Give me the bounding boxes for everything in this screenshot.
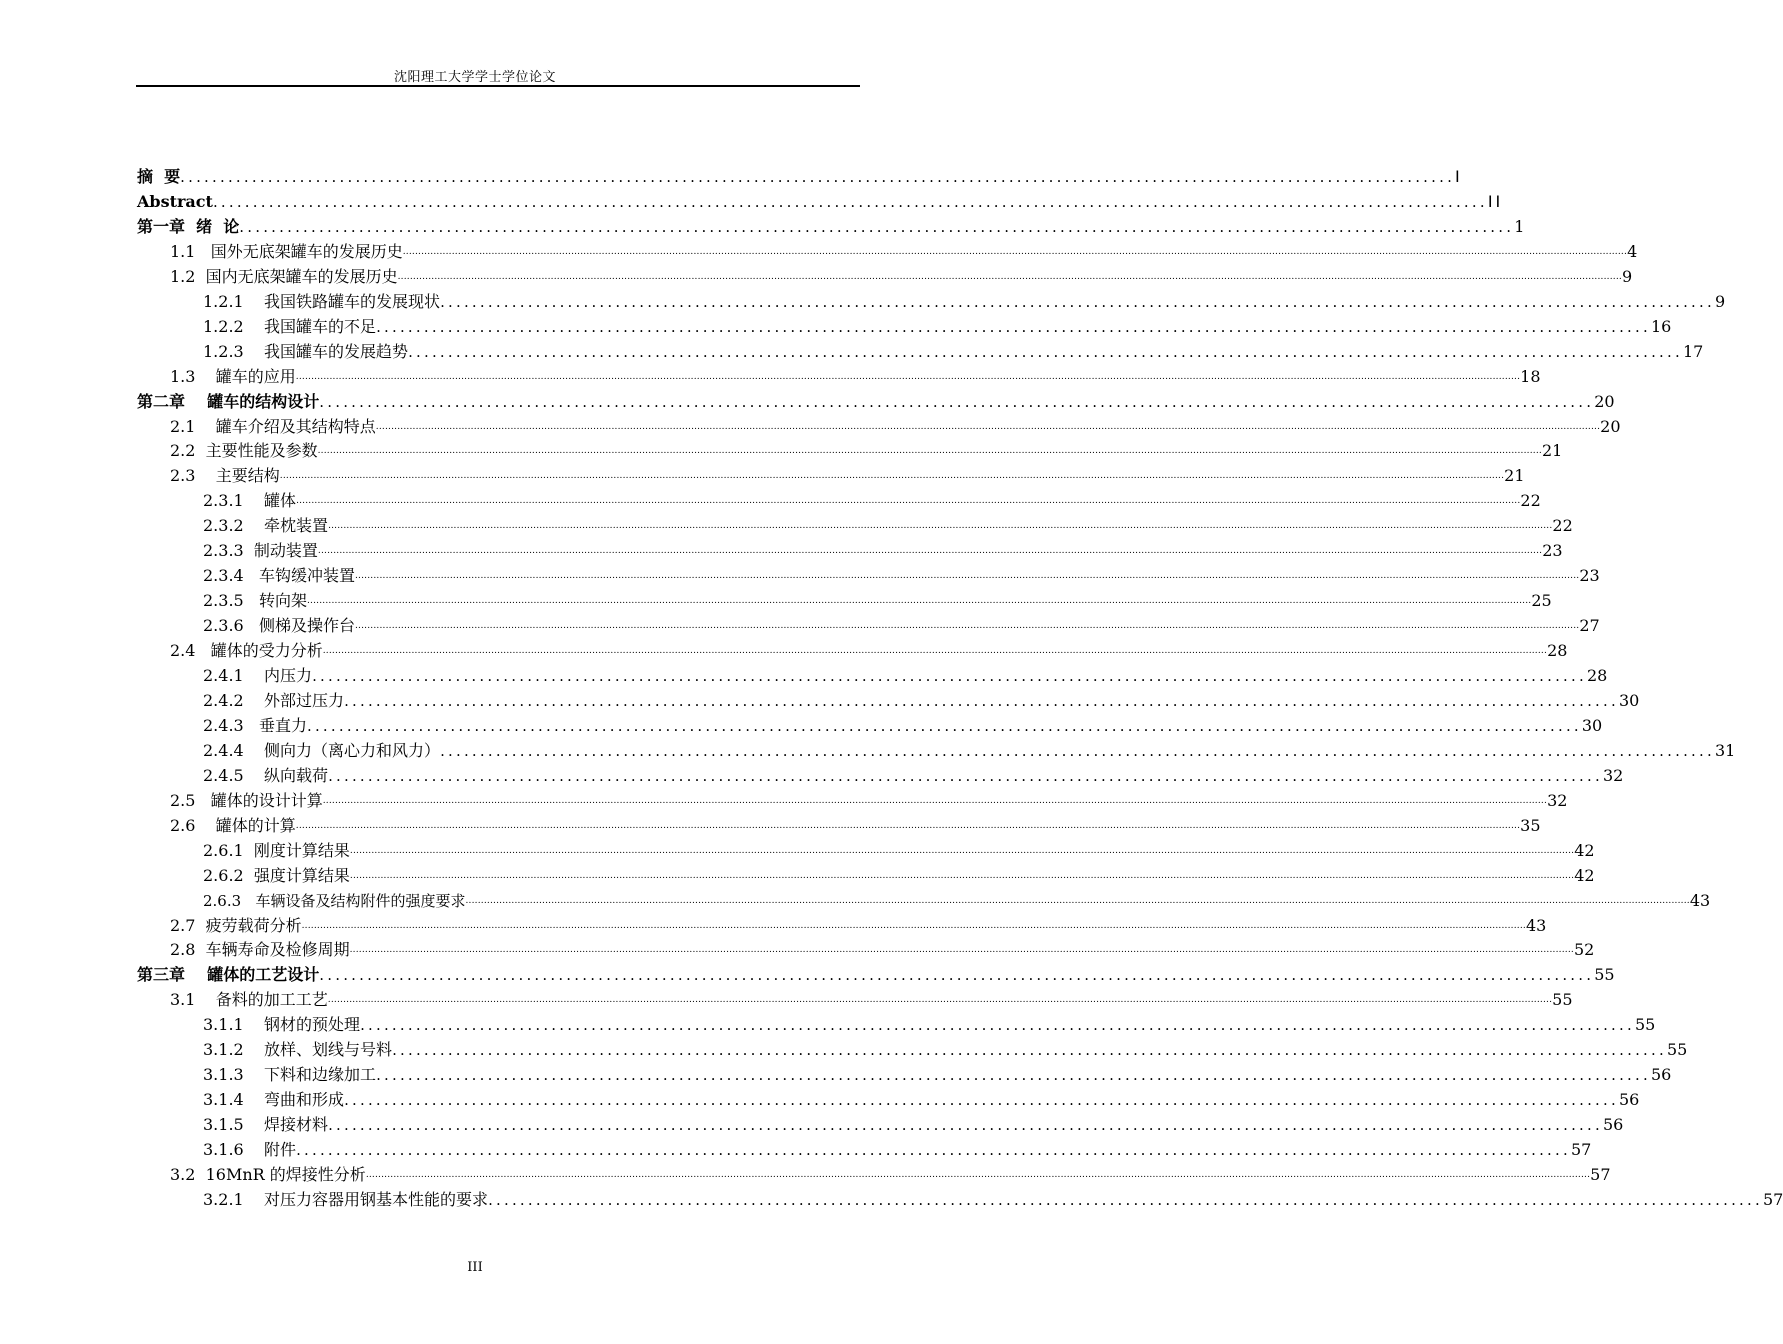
toc-entry-title: Abstract (137, 191, 213, 211)
dot-leader: ................................................................................................................................................................ (376, 1066, 1651, 1085)
toc-entry-title: 2.1 罐车介绍及其结构特点 (170, 416, 376, 436)
toc-page-number: 21 (1541, 441, 1563, 461)
toc-entry-title: 2.4.2 外部过压力 (203, 690, 345, 710)
toc-entry[interactable] (0, 387, 1615, 412)
toc-entry-title: 3.1.1 钢材的预处理 (203, 1015, 361, 1035)
dot-leader: ................................................................................................................................................................ (180, 168, 1456, 186)
toc-entry[interactable] (0, 1010, 1656, 1035)
toc-entry-title: 3.1.2 放样、划线与号料 (203, 1040, 393, 1060)
dot-leader: ................................................................................................................................................................................................................................................................................................................................................................................................................ (295, 371, 1521, 382)
toc-entry[interactable] (0, 911, 1547, 936)
toc-entry-title: 2.3.3 制动装置 (203, 541, 318, 561)
toc-page-number: 56 (1602, 1115, 1624, 1135)
toc-entry[interactable] (0, 1185, 1783, 1210)
toc-entry[interactable] (0, 960, 1615, 985)
toc-entry[interactable] (0, 187, 1504, 212)
toc-entry[interactable] (0, 711, 1603, 736)
toc-entry-title: 2.6 罐体的计算 (170, 815, 296, 835)
dot-leader: ................................................................................................................................................................................................................................................................................................................................................................................................................ (301, 920, 1526, 931)
toc-page-number: 57 (1762, 1189, 1783, 1209)
dot-leader: ................................................................................................................................................................................................................................................................................................................................................................................................................ (465, 895, 1690, 906)
toc-entry-title: 3.2.1 对压力容器用钢基本性能的要求 (203, 1189, 489, 1209)
toc-entry[interactable] (0, 611, 1600, 636)
toc-page-number: 28 (1547, 641, 1568, 661)
toc-page-number: 9 (1621, 266, 1633, 286)
toc-page-number: 30 (1581, 715, 1603, 735)
toc-page-number: 42 (1574, 865, 1595, 885)
dot-leader: ................................................................................................................................................................ (312, 667, 1587, 685)
dot-leader: ................................................................................................................................................................................................................................................................................................................................................................................................................ (317, 546, 1543, 557)
dot-leader: ................................................................................................................................................................ (376, 317, 1651, 336)
dot-leader: ................................................................................................................................................................ (440, 292, 1715, 311)
toc-page-number: 55 (1666, 1040, 1688, 1060)
dot-leader: ................................................................................................................................................................................................................................................................................................................................................................................................................ (397, 271, 1622, 282)
dot-leader: ................................................................................................................................................................................................................................................................................................................................................................................................................ (306, 596, 1532, 607)
toc-entry-title: 2.8 车辆寿命及检修周期 (170, 940, 350, 960)
dot-leader: ................................................................................................................................................................................................................................................................................................................................................................................................................ (322, 795, 1548, 806)
toc-page-number: 32 (1602, 765, 1624, 785)
toc-page-number: 57 (1570, 1140, 1592, 1160)
toc-page-number: 18 (1520, 366, 1541, 386)
dot-leader: ................................................................................................................................................................................................................................................................................................................................................................................................................ (322, 646, 1548, 657)
toc-page-number: II (1487, 191, 1504, 211)
toc-entry-title: 2.6.3 车辆设备及结构附件的强度要求 (203, 891, 466, 910)
dot-leader: ................................................................................................................................................................ (344, 691, 1619, 710)
toc-entry[interactable] (0, 1060, 1672, 1085)
toc-entry[interactable] (0, 262, 1633, 287)
toc-entry[interactable] (0, 1035, 1688, 1060)
dot-leader: ................................................................................................................................................................ (392, 1041, 1667, 1060)
toc-entry[interactable] (0, 337, 1704, 362)
toc-entry-title: 2.3.5 转向架 (203, 591, 307, 611)
dot-leader: ................................................................................................................................................................................................................................................................................................................................................................................................................ (295, 820, 1521, 831)
toc-entry-title: 2.5 罐体的设计计算 (170, 790, 323, 810)
toc-page-number: 9 (1714, 291, 1726, 311)
toc-page-number: 17 (1682, 341, 1704, 361)
toc-entry[interactable] (0, 935, 1595, 960)
toc-page-number: 4 (1627, 241, 1638, 261)
toc-page-number: 16 (1650, 316, 1672, 336)
toc-page-number: 55 (1594, 965, 1615, 985)
dot-leader: ................................................................................................................................................................................................................................................................................................................................................................................................................ (328, 521, 1553, 532)
dot-leader: ................................................................................................................................................................ (408, 342, 1683, 361)
dot-leader: ................................................................................................................................................................ (306, 716, 1582, 735)
toc-page-number: 35 (1520, 815, 1541, 835)
toc-page-number: 20 (1594, 391, 1615, 411)
dot-leader: ................................................................................................................................................................................................................................................................................................................................................................................................................ (327, 995, 1553, 1006)
toc-entry-title: 2.3 主要结构 (170, 466, 280, 486)
toc-entry-title: 2.4 罐体的受力分析 (170, 641, 323, 661)
toc-page-number: 23 (1579, 566, 1600, 586)
toc-entry[interactable] (0, 1110, 1624, 1135)
toc-page-number: 22 (1520, 491, 1541, 511)
dot-leader: ................................................................................................................................................................ (319, 966, 1595, 985)
toc-page-number: 55 (1552, 990, 1573, 1010)
toc-page-number: I (1455, 167, 1463, 186)
toc-entry-title: 2.3.6 侧梯及操作台 (203, 616, 355, 636)
toc-page-number: 32 (1547, 790, 1568, 810)
toc-page-number: 52 (1573, 940, 1595, 960)
dot-leader: ................................................................................................................................................................................................................................................................................................................................................................................................................ (402, 246, 1628, 257)
toc-entry-title: 第三章 罐体的工艺设计 (137, 965, 320, 985)
toc-entry[interactable] (0, 736, 1736, 761)
toc-entry-title: 2.3.2 牵枕装置 (203, 516, 329, 536)
toc-entry-title: 1.2 国内无底架罐车的发展历史 (170, 266, 398, 286)
toc-entry-title: 2.3.1 罐体 (203, 491, 297, 511)
toc-entry[interactable] (0, 636, 1568, 661)
toc-entry-title: 2.6.1 刚度计算结果 (203, 840, 350, 860)
toc-entry[interactable] (0, 985, 1573, 1010)
toc-entry[interactable] (0, 162, 1463, 187)
dot-leader: ................................................................................................................................................................ (488, 1190, 1763, 1209)
toc-entry[interactable] (0, 761, 1624, 786)
dot-leader: ................................................................................................................................................................ (360, 1016, 1635, 1035)
toc-entry[interactable] (0, 212, 1525, 237)
toc-entry[interactable] (0, 661, 1608, 686)
toc-entry[interactable] (0, 786, 1568, 811)
toc-page-number: 28 (1586, 666, 1608, 685)
toc-entry-title: 3.1.5 焊接材料 (203, 1115, 329, 1135)
toc-page-number: 30 (1618, 690, 1640, 710)
toc-entry[interactable] (0, 536, 1563, 561)
page-header: 沈阳理工大学学士学位论文 (393, 70, 556, 85)
toc-entry-title: 3.1.4 弯曲和形成 (203, 1090, 345, 1110)
toc-entry[interactable] (0, 412, 1621, 437)
toc-entry[interactable] (0, 287, 1726, 312)
toc-page-number: 20 (1600, 416, 1621, 436)
dot-leader: ................................................................................................................................................................ (440, 741, 1715, 760)
dot-leader: ................................................................................................................................................................................................................................................................................................................................................................................................................ (279, 471, 1505, 482)
dot-leader: ................................................................................................................................................................ (328, 766, 1603, 785)
toc-entry-title: 1.2.1 我国铁路罐车的发展现状 (203, 291, 441, 311)
dot-leader: ................................................................................................................................................................................................................................................................................................................................................................................................................ (354, 621, 1580, 632)
toc-page-number: 57 (1590, 1165, 1611, 1184)
dot-leader: ................................................................................................................................................................................................................................................................................................................................................................................................................ (375, 421, 1601, 432)
dot-leader: ................................................................................................................................................................................................................................................................................................................................................................................................................ (354, 571, 1580, 582)
toc-entry-title: 2.4.3 垂直力 (203, 715, 307, 735)
toc-entry-title: 3.1.3 下料和边缘加工 (203, 1065, 377, 1085)
toc-entry[interactable] (0, 1135, 1592, 1160)
toc-entry[interactable] (0, 486, 1541, 511)
toc-page-number: 22 (1552, 516, 1573, 536)
toc-entry-title: 2.2 主要性能及参数 (170, 441, 318, 461)
page-number: III (467, 1260, 483, 1275)
toc-entry[interactable] (0, 811, 1541, 836)
toc-entry[interactable] (0, 237, 1638, 262)
toc-entry-title: 2.7 疲劳载荷分析 (170, 915, 302, 935)
toc-page-number: 21 (1504, 466, 1525, 486)
toc-entry[interactable] (0, 1085, 1640, 1110)
toc-entry[interactable] (0, 461, 1525, 486)
toc-entry-title: 1.3 罐车的应用 (170, 366, 296, 386)
toc-page-number: 25 (1531, 591, 1552, 611)
toc-page-number: 42 (1574, 840, 1595, 860)
dot-leader: ................................................................................................................................................................................................................................................................................................................................................................................................................ (365, 1170, 1591, 1180)
toc-page-number: 43 (1689, 890, 1711, 910)
toc-entry-title: 3.2 16MnR 的焊接性分析 (170, 1165, 366, 1184)
dot-leader: ................................................................................................................................................................................................................................................................................................................................................................................................................ (349, 945, 1574, 956)
toc-page-number: 43 (1525, 915, 1547, 935)
toc-entry-title: 第一章 绪 论 (137, 216, 240, 236)
dot-leader: ................................................................................................................................................................ (212, 192, 1488, 211)
toc-entry-title: 1.1 国外无底架罐车的发展历史 (170, 241, 403, 261)
dot-leader: ................................................................................................................................................................................................................................................................................................................................................................................................................ (317, 446, 1542, 457)
toc-entry-title: 3.1 备料的加工工艺 (170, 990, 328, 1010)
dot-leader: ................................................................................................................................................................ (328, 1116, 1603, 1135)
dot-leader: ................................................................................................................................................................ (344, 1091, 1619, 1110)
toc-entry-title: 摘 要 (137, 167, 181, 186)
toc-entry[interactable] (0, 686, 1640, 711)
toc-entry-title: 1.2.3 我国罐车的发展趋势 (203, 341, 409, 361)
toc-page-number: 23 (1542, 541, 1563, 561)
toc-page-number: 56 (1650, 1065, 1672, 1085)
dot-leader: ................................................................................................................................................................................................................................................................................................................................................................................................................ (349, 845, 1575, 856)
dot-leader: ................................................................................................................................................................................................................................................................................................................................................................................................................ (349, 870, 1575, 881)
toc-entry[interactable] (0, 561, 1600, 586)
dot-leader: ................................................................................................................................................................ (296, 1141, 1571, 1160)
toc-page-number: 55 (1634, 1015, 1656, 1035)
toc-page-number: 56 (1618, 1090, 1640, 1110)
toc-entry[interactable] (0, 1160, 1611, 1185)
dot-leader: ................................................................................................................................................................ (239, 217, 1515, 236)
toc-entry-title: 2.4.1 内压力 (203, 666, 313, 685)
toc-entry[interactable] (0, 836, 1595, 861)
toc-entry[interactable] (0, 886, 1711, 911)
toc-entry-title: 第二章 罐车的结构设计 (137, 391, 320, 411)
toc-entry-title: 3.1.6 附件 (203, 1140, 297, 1160)
header-rule (136, 85, 860, 87)
dot-leader: ................................................................................................................................................................................................................................................................................................................................................................................................................ (296, 496, 1521, 507)
toc-entry[interactable] (0, 312, 1672, 337)
toc-entry[interactable] (0, 362, 1541, 387)
toc-entry[interactable] (0, 511, 1573, 536)
toc-entry-title: 2.4.4 侧向力（离心力和风力） (203, 740, 441, 760)
toc-entry[interactable] (0, 861, 1595, 886)
toc-entry-title: 1.2.2 我国罐车的不足 (203, 316, 377, 336)
toc-entry[interactable] (0, 436, 1563, 461)
toc-page-number: 27 (1579, 616, 1600, 636)
dot-leader: ................................................................................................................................................................ (319, 392, 1595, 411)
toc-entry-title: 2.6.2 强度计算结果 (203, 865, 350, 885)
toc-entry-title: 2.3.4 车钩缓冲装置 (203, 566, 355, 586)
toc-page-number: 1 (1514, 216, 1525, 236)
toc-entry-title: 2.4.5 纵向载荷 (203, 765, 329, 785)
toc-page-number: 31 (1714, 740, 1736, 760)
toc-entry[interactable] (0, 586, 1552, 611)
